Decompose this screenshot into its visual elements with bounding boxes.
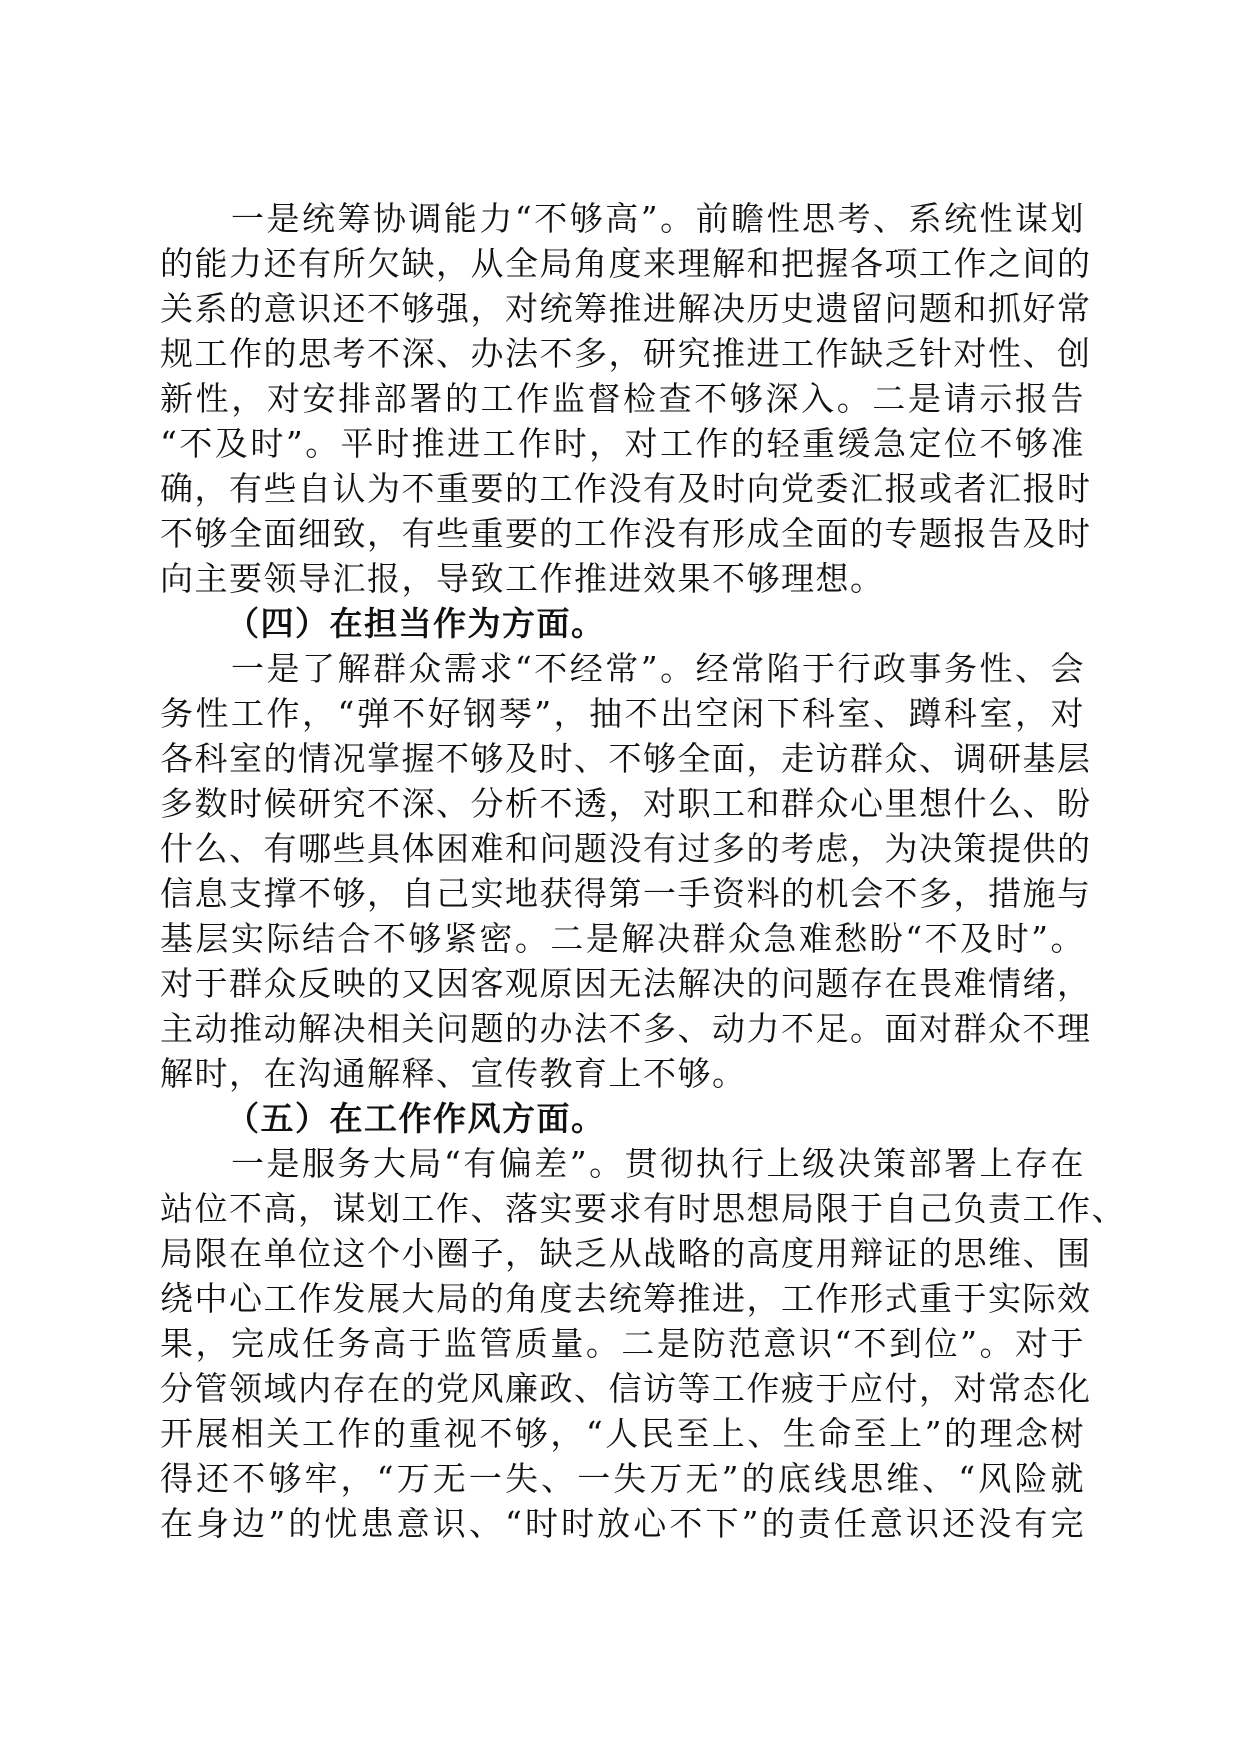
text-line: 分管领域内存在的党风廉政、信访等工作疲于应付，对常态化	[160, 1369, 1092, 1408]
paragraph-responsibility	[160, 646, 1092, 1096]
text-line: 主动推动解决相关问题的办法不多、动力不足。面对群众不理	[160, 1009, 1092, 1048]
text-line: 新性，对安排部署的工作监督检查不够深入。二是请示报告	[160, 379, 1085, 418]
text-line: 确，有些自认为不重要的工作没有及时向党委汇报或者汇报时	[160, 469, 1092, 508]
text-line: 一是了解群众需求“不经常”。经常陷于行政事务性、会	[160, 649, 1085, 688]
text-line: 局限在单位这个小圈子，缺乏从战略的高度用辩证的思维、围	[160, 1234, 1092, 1273]
text-line: 绕中心工作发展大局的角度去统筹推进，工作形式重于实际效	[160, 1279, 1092, 1318]
text-line: 解时，在沟通解释、宣传教育上不够。	[160, 1054, 747, 1093]
document-body	[160, 196, 1126, 1546]
text-line: 什么、有哪些具体困难和问题没有过多的考虑，为决策提供的	[160, 829, 1092, 868]
text-line: 对于群众反映的又因客观原因无法解决的问题存在畏难情绪，	[160, 964, 1092, 1003]
text-line: 向主要领导汇报，导致工作推进效果不够理想。	[160, 559, 885, 598]
text-line: 果，完成任务高于监管质量。二是防范意识“不到位”。对于	[160, 1324, 1085, 1363]
text-line: 关系的意识还不够强，对统筹推进解决历史遗留问题和抓好常	[160, 289, 1092, 328]
text-line: 信息支撑不够，自己实地获得第一手资料的机会不多，措施与	[160, 874, 1092, 913]
section-heading-4: （四）在担当作为方面。	[226, 604, 606, 643]
text-line: 一是统筹协调能力“不够高”。前瞻性思考、系统性谋划	[160, 199, 1085, 238]
paragraph-work-style	[160, 1141, 1126, 1546]
text-line: 基层实际结合不够紧密。二是解决群众急难愁盼“不及时”。	[160, 919, 1085, 958]
text-line: 开展相关工作的重视不够，“人民至上、生命至上”的理念树	[160, 1414, 1085, 1453]
paragraph-coordination	[160, 196, 1092, 601]
text-line: 多数时候研究不深、分析不透，对职工和群众心里想什么、盼	[160, 784, 1092, 823]
text-line: 不够全面细致，有些重要的工作没有形成全面的专题报告及时	[160, 514, 1092, 553]
text-line: 规工作的思考不深、办法不多，研究推进工作缺乏针对性、创	[160, 334, 1092, 373]
text-line: 务性工作，“弹不好钢琴”，抽不出空闲下科室、蹲科室，对	[160, 694, 1085, 733]
text-line: 各科室的情况掌握不够及时、不够全面，走访群众、调研基层	[160, 739, 1092, 778]
text-line: 的能力还有所欠缺，从全局角度来理解和把握各项工作之间的	[160, 244, 1092, 283]
text-line: 站位不高，谋划工作、落实要求有时思想局限于自己负责工作、	[160, 1189, 1126, 1228]
text-line: 一是服务大局“有偏差”。贯彻执行上级决策部署上存在	[160, 1144, 1085, 1183]
text-line: 在身边”的忧患意识、“时时放心不下”的责任意识还没有完	[160, 1504, 1085, 1543]
text-line: 得还不够牢，“万无一失、一失万无”的底线思维、“风险就	[160, 1459, 1085, 1498]
section-heading-5: （五）在工作作风方面。	[226, 1099, 606, 1138]
text-line: “不及时”。平时推进工作时，对工作的轻重缓急定位不够准	[160, 424, 1085, 463]
